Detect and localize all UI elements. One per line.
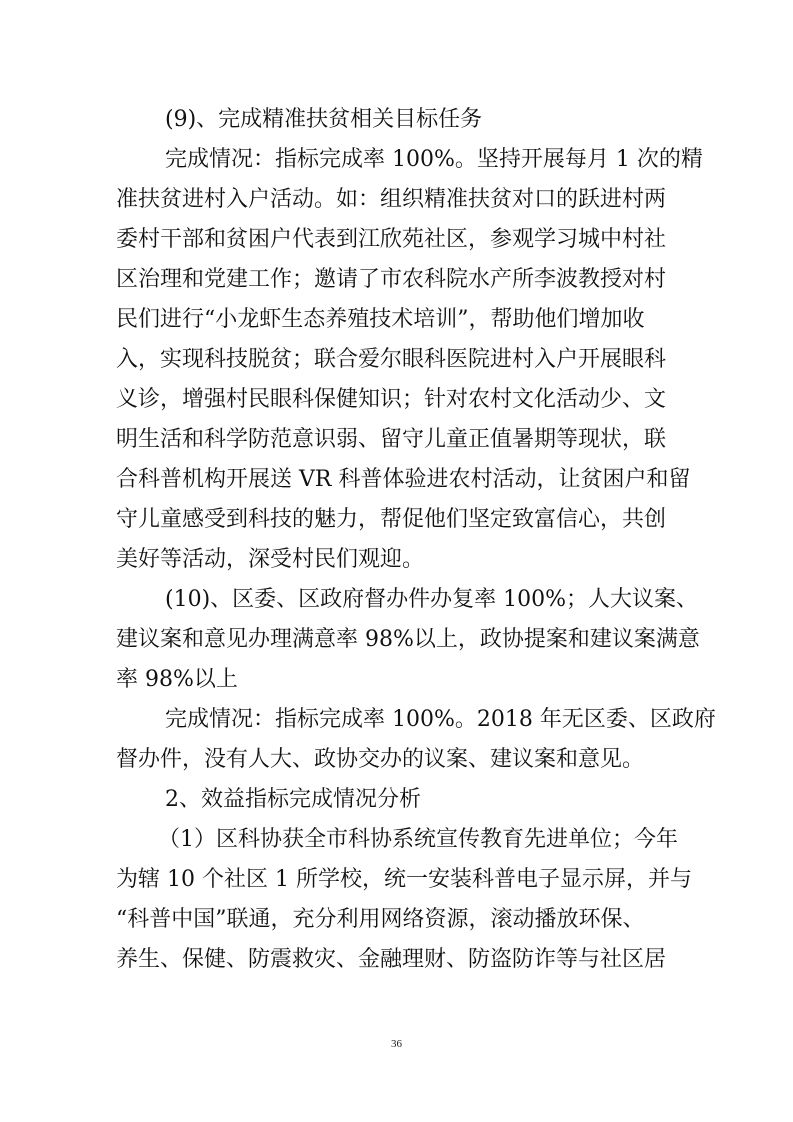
text-line <box>0 580 793 620</box>
text-line <box>0 300 793 340</box>
line-text: 区治理和党建工作；邀请了市农科院水产所李波教授对村 <box>116 267 667 292</box>
line-text: 民们进行“小龙虾生态养殖技术培训”，帮助他们增加收 <box>116 307 645 332</box>
text-line <box>0 220 793 260</box>
line-text: “科普中国”联通，充分利用网络资源，滚动播放环保、 <box>116 907 645 932</box>
text-line <box>0 740 793 780</box>
text-line <box>0 380 793 420</box>
page-number: 36 <box>391 1038 402 1050</box>
line-text: 委村干部和贫困户代表到江欣苑社区，参观学习城中村社 <box>116 227 667 252</box>
line-text: 2、效益指标完成情况分析 <box>165 787 421 812</box>
line-text: 完成情况：指标完成率 100%。2018 年无区委、区政府 <box>165 707 716 732</box>
text-line <box>0 620 793 660</box>
line-text: 养生、保健、防震救灾、金融理财、防盗防诈等与社区居 <box>116 947 667 972</box>
text-line <box>0 860 793 900</box>
line-text: 合科普机构开展送 VR 科普体验进农村活动，让贫困户和留 <box>116 467 691 492</box>
text-line <box>0 260 793 300</box>
text-line <box>0 660 793 700</box>
line-text: 督办件，没有人大、政协交办的议案、建议案和意见。 <box>116 747 645 772</box>
line-text: 建议案和意见办理满意率 98%以上，政协提案和建议案满意 <box>116 627 700 652</box>
text-line <box>0 100 793 140</box>
text-line <box>0 780 793 820</box>
text-line <box>0 420 793 460</box>
text-line <box>0 540 793 580</box>
line-text: (10)、区委、区政府督办件办复率 100%；人大议案、 <box>165 587 699 612</box>
line-text: 守儿童感受到科技的魅力，帮促他们坚定致富信心，共创 <box>116 507 667 532</box>
line-text: 美好等活动，深受村民们观迎。 <box>116 547 425 572</box>
text-line <box>0 500 793 540</box>
text-line <box>0 940 793 980</box>
line-text: 入，实现科技脱贫；联合爱尔眼科医院进村入户开展眼科 <box>116 347 667 372</box>
text-line <box>0 700 793 740</box>
text-line <box>0 340 793 380</box>
text-line <box>0 180 793 220</box>
line-text: 义诊，增强村民眼科保健知识；针对农村文化活动少、文 <box>116 387 667 412</box>
text-line <box>0 460 793 500</box>
line-text: （1）区科协获全市科协系统宣传教育先进单位；今年 <box>158 827 678 852</box>
text-line <box>0 900 793 940</box>
line-text: 率 98%以上 <box>116 667 238 692</box>
line-text: 完成情况：指标完成率 100%。坚持开展每月 1 次的精 <box>165 147 703 172</box>
text-line <box>0 820 793 860</box>
line-text: 明生活和科学防范意识弱、留守儿童正值暑期等现状，联 <box>116 427 667 452</box>
line-text: (9)、完成精准扶贫相关目标任务 <box>165 107 483 132</box>
line-text: 为辖 10 个社区 1 所学校，统一安装科普电子显示屏，并与 <box>116 867 692 892</box>
line-text: 准扶贫进村入户活动。如：组织精准扶贫对口的跃进村两 <box>116 187 667 212</box>
text-line <box>0 140 793 180</box>
